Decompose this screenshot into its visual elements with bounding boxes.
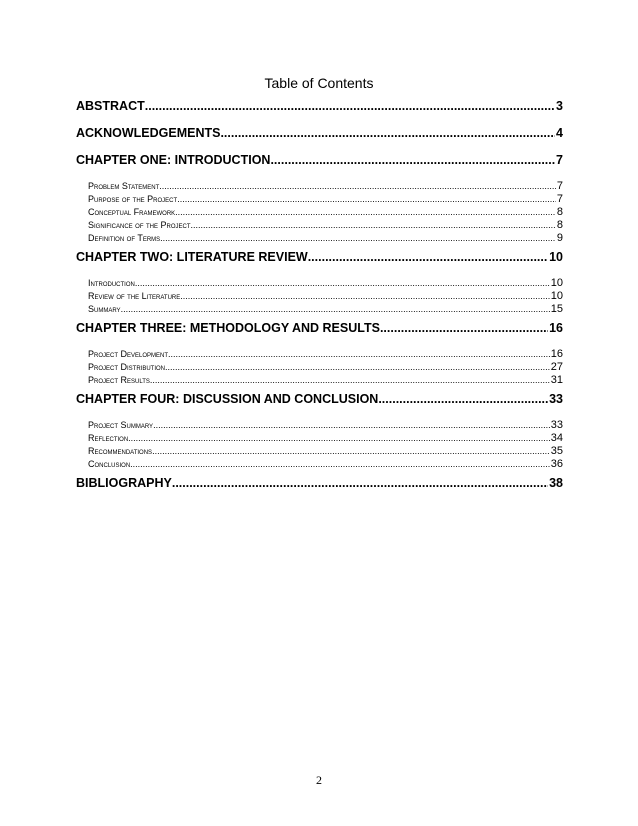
toc-entry-label: CHAPTER TWO: LITERATURE REVIEW (76, 250, 308, 264)
dot-leader (191, 219, 556, 232)
toc-section-problem-statement[interactable] (76, 180, 563, 193)
toc-section-label: Conceptual Framework (88, 207, 176, 217)
toc-section-page: 10 (550, 290, 563, 302)
toc-section-recommendations[interactable] (76, 445, 563, 458)
toc-section-label: Purpose of the Project (88, 194, 178, 204)
dot-leader (128, 432, 550, 445)
dot-leader (175, 206, 556, 219)
toc-section-page: 15 (550, 303, 563, 315)
dot-leader (130, 458, 550, 471)
dot-leader (378, 391, 548, 407)
toc-section-label: Project Distribution (88, 362, 166, 372)
toc-section-label: Review of the Literature (88, 291, 181, 301)
toc-section-page: 9 (556, 232, 563, 244)
toc-entry-chapter-four[interactable] (76, 391, 563, 407)
toc-entry-label: BIBLIOGRAPHY (76, 476, 172, 490)
dot-leader (150, 374, 550, 387)
toc-section-label: Project Results (88, 375, 150, 385)
toc-entry-chapter-two[interactable] (76, 249, 563, 265)
toc-section-summary[interactable] (76, 303, 563, 316)
toc-heading: Table of Contents (264, 75, 374, 91)
toc-section-project-results[interactable] (76, 374, 563, 387)
dot-leader (308, 249, 548, 265)
toc-section-conceptual-framework[interactable] (76, 206, 563, 219)
page-number: 2 (316, 773, 322, 787)
dot-leader (270, 152, 555, 168)
dot-leader (135, 277, 550, 290)
toc-section-label: Problem Statement (88, 181, 160, 191)
dot-leader (220, 125, 555, 141)
dot-leader (160, 232, 556, 245)
dot-leader (121, 303, 550, 316)
toc-entry-abstract[interactable] (76, 98, 563, 114)
toc-section-label: Summary (88, 304, 121, 314)
toc-entry-label: ABSTRACT (76, 99, 145, 113)
toc-entry-page: 16 (549, 321, 563, 335)
toc-section-page: 8 (556, 206, 563, 218)
dot-leader (159, 180, 556, 193)
toc-entry-label: CHAPTER ONE: INTRODUCTION (76, 153, 271, 167)
table-of-contents (76, 98, 563, 491)
toc-section-page: 33 (550, 419, 563, 431)
dot-leader (152, 445, 550, 458)
toc-entry-label: CHAPTER FOUR: DISCUSSION AND CONCLUSION (76, 392, 379, 406)
toc-section-page: 31 (550, 374, 563, 386)
toc-entry-bibliography[interactable] (76, 475, 563, 491)
toc-entry-acknowledgements[interactable] (76, 125, 563, 141)
toc-section-project-development[interactable] (76, 348, 563, 361)
toc-section-page: 16 (550, 348, 563, 360)
toc-section-page: 10 (550, 277, 563, 289)
dot-leader (172, 475, 548, 491)
toc-section-significance[interactable] (76, 219, 563, 232)
toc-entry-chapter-one[interactable] (76, 152, 563, 168)
toc-entry-chapter-three[interactable] (76, 320, 563, 336)
toc-section-page: 36 (550, 458, 563, 470)
toc-section-label: Definition of Terms (88, 233, 161, 243)
dot-leader (168, 348, 550, 361)
toc-section-label: Recommendations (88, 446, 153, 456)
toc-section-conclusion[interactable] (76, 458, 563, 471)
toc-entry-label: ACKNOWLEDGEMENTS (76, 126, 221, 140)
toc-section-page: 7 (556, 180, 563, 192)
toc-entry-page: 10 (549, 250, 563, 264)
toc-section-purpose-of-project[interactable] (76, 193, 563, 206)
dot-leader (145, 98, 555, 114)
toc-section-label: Introduction (88, 278, 135, 288)
toc-section-definition-of-terms[interactable] (76, 232, 563, 245)
toc-section-review-of-literature[interactable] (76, 290, 563, 303)
toc-section-label: Project Development (88, 349, 169, 359)
toc-section-label: Project Summary (88, 420, 154, 430)
toc-entry-page: 38 (549, 476, 563, 490)
dot-leader (180, 290, 550, 303)
toc-section-page: 34 (550, 432, 563, 444)
toc-section-reflection[interactable] (76, 432, 563, 445)
toc-section-introduction[interactable] (76, 277, 563, 290)
toc-entry-label: CHAPTER THREE: METHODOLOGY AND RESULTS (76, 321, 380, 335)
dot-leader (380, 320, 548, 336)
toc-section-label: Conclusion (88, 459, 131, 469)
toc-entry-page: 7 (556, 153, 563, 167)
dot-leader (177, 193, 556, 206)
toc-section-label: Reflection (88, 433, 129, 443)
toc-entry-page: 33 (549, 392, 563, 406)
toc-section-page: 35 (550, 445, 563, 457)
toc-entry-page: 4 (556, 126, 563, 140)
toc-section-project-summary[interactable] (76, 419, 563, 432)
dot-leader (153, 419, 550, 432)
toc-section-page: 8 (556, 219, 563, 231)
toc-entry-page: 3 (556, 99, 563, 113)
toc-section-label: Significance of the Project (88, 220, 191, 230)
toc-section-project-distribution[interactable] (76, 361, 563, 374)
dot-leader (165, 361, 550, 374)
toc-section-page: 27 (550, 361, 563, 373)
toc-section-page: 7 (556, 193, 563, 205)
